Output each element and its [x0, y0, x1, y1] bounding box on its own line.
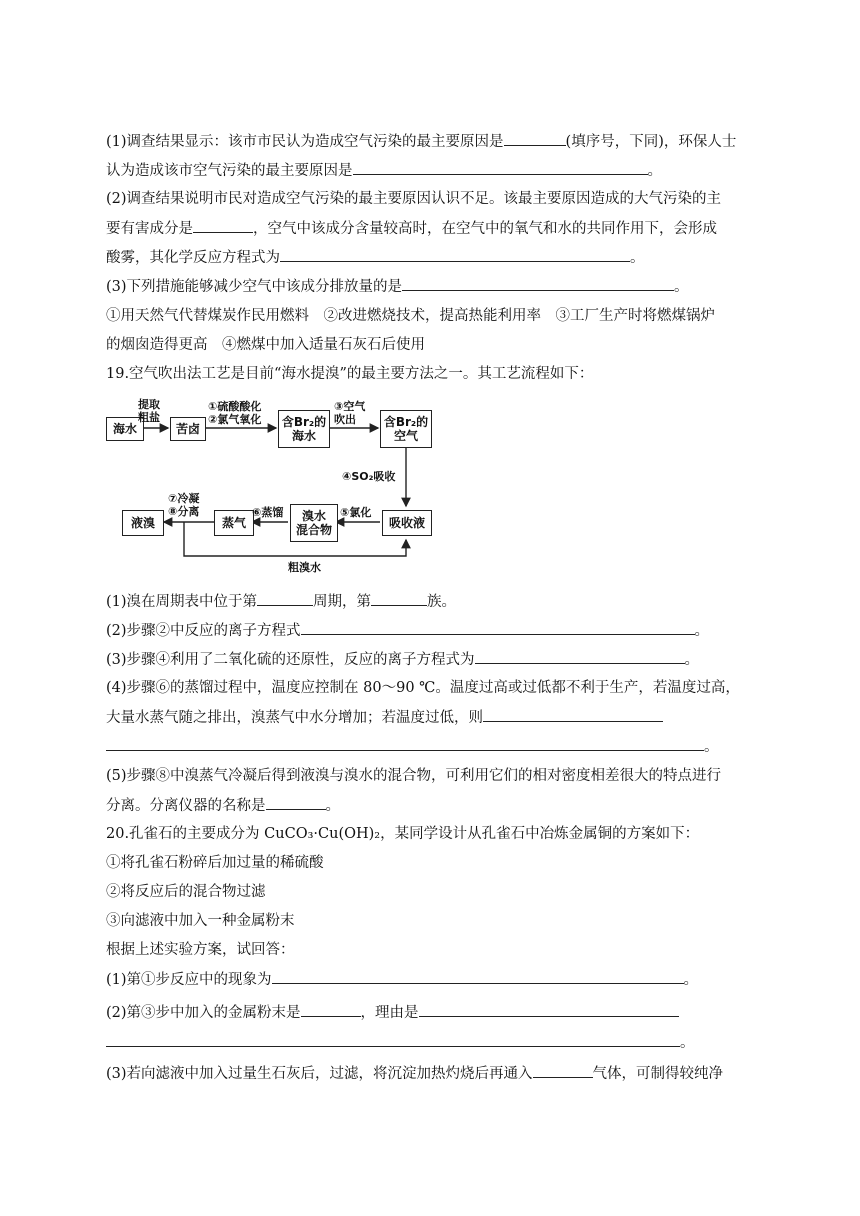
q20-p3-text-b: 气体，可制得较纯净 — [592, 1066, 724, 1082]
br2-air-box: 含Br₂的 空气 — [380, 410, 432, 448]
label-so2-absorb: ④SO₂吸收 — [342, 470, 396, 483]
q20-p3-text: (3)若向滤液中加入过量生石灰后，过滤，将沉淀加热灼烧后再通入 — [106, 1066, 533, 1082]
answer-blank[interactable] — [106, 1032, 680, 1047]
label-acidify-oxidize: ①硫酸酸化 ②氯气氧化 — [208, 400, 262, 426]
q20-title-text: 20.孔雀石的主要成分为 CuCO₃·Cu(OH)₂，某同学设计从孔雀石中冶炼金属铜的方案如下： — [106, 826, 700, 842]
answer-blank[interactable] — [475, 649, 685, 664]
q20-p1-end: 。 — [683, 972, 699, 988]
q20-part2-line1 — [106, 1002, 679, 1023]
answer-blank[interactable] — [419, 1002, 679, 1017]
q18-part2-line2 — [106, 218, 717, 239]
q19-p5-text: (5)步骤⑧中溴蒸气冷凝后得到液溴与溴水的混合物，可利用它们的相对密度相差很大的特点进行 — [106, 768, 722, 784]
liquid-bromine-box: 液溴 — [122, 510, 164, 536]
q20-part2-line2 — [106, 1032, 695, 1053]
q19-p4-end: 。 — [704, 739, 719, 755]
q18-part2-line3 — [106, 247, 645, 268]
q20-step3-text: ③向滤液中加入一种金属粉末 — [106, 913, 295, 929]
q19-part5-line1 — [106, 766, 721, 786]
answer-blank[interactable] — [106, 736, 704, 751]
q19-part4-line1 — [106, 678, 740, 698]
answer-blank[interactable] — [504, 131, 566, 146]
label-condense-separate: ⑦冷凝 ⑧分离 — [168, 492, 200, 518]
answer-blank[interactable] — [257, 591, 313, 606]
q20-part1 — [106, 969, 698, 990]
q19-part4-line3 — [106, 736, 719, 757]
q19-p3-text: (3)步骤④利用了二氧化硫的还原性，反应的离子方程式为 — [106, 652, 475, 668]
q18-p1-text: (1)调查结果显示：该市市民认为造成空气污染的最主要原因是 — [106, 134, 504, 150]
q19-part4-line2 — [106, 707, 663, 728]
q18-options-text-2: 的烟囱造得更高 ④燃煤中加入适量石灰石后使用 — [106, 337, 425, 353]
q18-part2-line1 — [106, 189, 721, 209]
q20-part3 — [106, 1063, 723, 1084]
q18-p2-text-b: 要有害成分是 — [106, 221, 193, 237]
q19-title — [106, 364, 593, 384]
q18-p2-end: 。 — [630, 250, 645, 266]
q18-options-line1 — [106, 306, 715, 326]
q19-p1-text: (1)溴在周期表中位于第 — [106, 594, 258, 610]
answer-blank[interactable] — [353, 160, 648, 175]
q19-part1 — [106, 591, 456, 612]
bromine-flow-diagram — [104, 396, 434, 580]
q20-step2-text: ②将反应后的混合物过滤 — [106, 884, 266, 900]
label-air-blow: ③空气 吹出 — [334, 400, 366, 426]
q19-part3 — [106, 649, 699, 670]
q19-p4-text: (4)步骤⑥的蒸馏过程中，温度应控制在 80～90 ℃。温度过高或过低都不利于生产，若温度过高， — [106, 680, 740, 696]
absorption-liquid-box: 吸收液 — [382, 510, 432, 536]
q18-p2-text: (2)调查结果说明市民对造成空气污染的最主要原因认识不足。该最主要原因造成的大气污染的主 — [106, 191, 722, 207]
q20-title — [106, 824, 699, 844]
brine-box: 苦卤 — [170, 417, 206, 441]
q20-step1 — [106, 853, 324, 873]
q18-p3-text: (3)下列措施能够减少空气中该成分排放量的是 — [106, 279, 403, 295]
q18-options-line2 — [106, 335, 425, 355]
q19-p2-end: 。 — [694, 623, 710, 639]
q18-options-text: ①用天然气代替煤炭作民用燃料 ②改进燃烧技术，提高热能利用率 ③工厂生产时将燃煤锅炉 — [106, 308, 715, 324]
q18-p3-end: 。 — [674, 279, 689, 295]
q19-p3-end: 。 — [684, 652, 700, 668]
q18-p2-text-d: 酸雾，其化学反应方程式为 — [106, 250, 280, 266]
q20-intro-text: 根据上述实验方案，试回答： — [106, 942, 295, 958]
bromine-water-mixture-box: 溴水 混合物 — [290, 504, 338, 542]
q20-step3 — [106, 911, 295, 931]
q20-step2 — [106, 882, 266, 902]
q18-part1-line2 — [106, 160, 662, 181]
q19-title-text: 19.空气吹出法工艺是目前“海水提溴”的最主要方法之一。其工艺流程如下： — [106, 366, 594, 382]
answer-blank[interactable] — [272, 969, 684, 984]
q18-p1-text-b: (填序号，下同)，环保人士 — [565, 134, 737, 150]
answer-blank[interactable] — [371, 591, 427, 606]
answer-blank[interactable] — [402, 276, 674, 291]
q18-p1-end: 。 — [647, 163, 662, 179]
answer-blank[interactable] — [533, 1063, 593, 1078]
label-crude-bromine-water: 粗溴水 — [288, 561, 321, 574]
q18-p2-text-c: ，空气中该成分含量较高时，在空气中的氧气和水的共同作用下，会形成 — [253, 221, 717, 237]
answer-blank[interactable] — [301, 1002, 361, 1017]
q20-p2-text-b: ，理由是 — [360, 1005, 419, 1021]
q20-step1-text: ①将孔雀石粉碎后加过量的稀硫酸 — [106, 855, 324, 871]
q18-part3-line1 — [106, 276, 689, 297]
label-distill: ⑥蒸馏 — [252, 506, 284, 519]
q18-part1-line1 — [106, 131, 736, 152]
answer-blank[interactable] — [483, 707, 663, 722]
q19-p5-text-b: 分离。分离仪器的名称是 — [106, 798, 266, 814]
label-chlorinate: ⑤氯化 — [340, 506, 372, 519]
br2-seawater-box: 含Br₂的 海水 — [278, 410, 330, 448]
q19-p1-text-b: 周期，第 — [313, 594, 372, 610]
q20-p2-text: (2)第③步中加入的金属粉末是 — [106, 1005, 301, 1021]
answer-blank[interactable] — [193, 218, 253, 233]
q19-p5-end: 。 — [325, 798, 340, 814]
q19-part2 — [106, 620, 709, 641]
q20-intro — [106, 940, 295, 960]
q19-p1-end: 族。 — [427, 594, 457, 610]
answer-blank[interactable] — [266, 795, 326, 810]
q19-part5-line2 — [106, 795, 340, 816]
vapor-box: 蒸气 — [214, 510, 254, 536]
q19-p4-text-b: 大量水蒸气随之排出，溴蒸气中水分增加；若温度过低，则 — [106, 710, 483, 726]
q18-p1-text-c: 认为造成该市空气污染的最主要原因是 — [106, 163, 353, 179]
q20-p2-end: 。 — [680, 1035, 695, 1051]
seawater-box: 海水 — [106, 417, 144, 441]
label-extract-salt: 提取 粗盐 — [138, 398, 160, 424]
q20-p1-text: (1)第①步反应中的现象为 — [106, 972, 272, 988]
q19-p2-text: (2)步骤②中反应的离子方程式 — [106, 623, 301, 639]
answer-blank[interactable] — [301, 620, 695, 635]
answer-blank[interactable] — [280, 247, 630, 262]
